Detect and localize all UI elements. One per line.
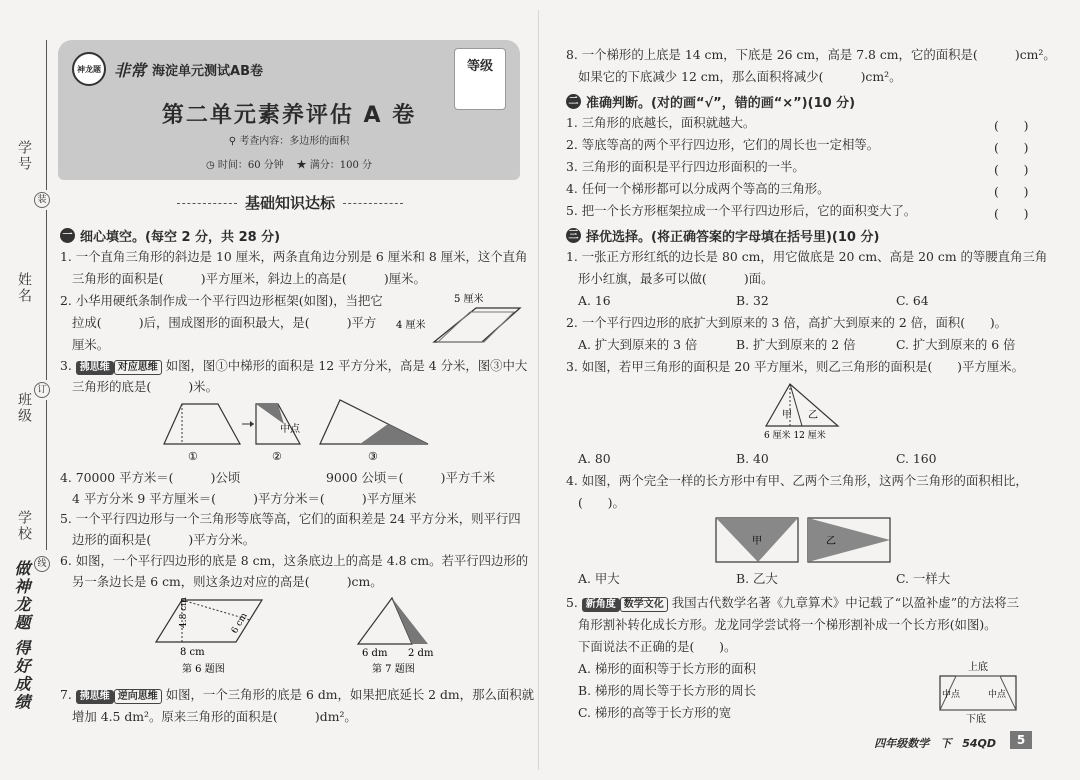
q5-line2: 边形的面积是( )平方分米。 [72,532,256,547]
grade-label: 等级 [466,59,493,74]
class-line [46,400,47,550]
c5-fig-mid1: 中点 [942,690,961,700]
q3-figure [160,396,450,466]
exam-scope: ⚲ 考查内容：多边形的面积 [228,136,350,147]
c3-fig-label: 6 厘米 12 厘米 [764,431,826,441]
brand-name: 非常 [114,60,147,80]
q2-line3: 厘米。 [72,337,110,352]
c5-line2: 角形割补转化成长方形。龙龙同学尝试将一个梯形割补成一个长方形(如图)。 [578,617,997,632]
brand-subtitle: 海淀单元测试AB卷 [152,63,263,79]
c1-line2: 形小红旗，最多可以做( )面。 [578,271,774,286]
part2-title: 准确判断。(对的画“√”，错的画“×”)(10 分) [586,96,856,111]
c5-line3: 下面说法不正确的是( )。 [578,639,737,654]
c4-fig-yi: 乙 [826,536,836,547]
c5-tag-new: 新角度 [582,598,620,612]
binding-sidebar [0,0,52,780]
judge-answer-4[interactable]: ( ) [994,184,1029,199]
q7-line1: 7. 拂思维 逆向思维 如图，一个三角形的底是 6 dm，如果把底延长 2 dm，那么面积就 [60,687,535,702]
search-icon: ⚲ [228,136,240,147]
c2-option-b: B. 扩大到原来的 2 倍 [736,337,856,352]
c2-option-c: C. 扩大到原来的 6 倍 [896,337,1016,352]
part2-heading [566,92,855,111]
q1-line2: 三角形的面积是( )平方厘米，斜边上的高是( )厘米。 [72,271,426,286]
q6-line2: 另一条边长是 6 cm，则这条边对应的高是( )cm。 [72,574,383,589]
name-line [46,210,47,380]
q2-line2: 拉成( )后，围成图形的面积最大，是( )平方 [72,315,377,330]
q3-fig1: ① [188,450,198,463]
part3-title: 择优选择。(将正确答案的字母填在括号里)(10 分) [586,230,880,245]
judge-item-1: 1. 三角形的底越长，面积就越大。 [566,115,756,130]
c4-line1: 4. 如图，两个完全一样的长方形中有甲、乙两个三角形，这两个三角形的面积相比， [566,473,1028,488]
part1-number: 一 [60,228,75,243]
c3-fig-jia: 甲 [782,410,792,421]
star-icon: ★ [296,160,310,171]
q4-line1a: 4. 70000 平方米＝( )公顷 [60,470,241,485]
c3-option-b: B. 40 [736,451,769,466]
judge-answer-1[interactable]: ( ) [994,118,1029,133]
page-number: 5 [1010,731,1032,749]
q7-caption: 第 7 题图 [372,664,415,675]
c3-option-c: C. 160 [896,451,937,466]
c3-figure [760,380,850,446]
clock-icon: ◷ [206,160,218,171]
c3-line1: 3. 如图，若甲三角形的面积是 20 平方厘米，则乙三角形的面积是( )平方厘米。 [566,359,1024,374]
q6-line1: 6. 如图，一个平行四边形的底是 8 cm，这条底边上的高是 4.8 cm。若平行四边形的 [60,553,529,568]
q7-line2: 增加 4.5 dm²。原来三角形的面积是( )dm²。 [72,709,357,724]
c4-option-b: B. 乙大 [736,571,778,586]
c1-option-a: A. 16 [578,293,611,308]
c2-option-a: A. 扩大到原来的 3 倍 [578,337,698,352]
c5-line1: 5. 新角度 数学文化 我国古代数学名著《九章算术》中记载了“以盈补虚”的方法将三 [566,595,1019,610]
c2-line1: 2. 一个平行四边形的底扩大到原来的 3 倍，高扩大到原来的 2 倍，面积( )。 [566,315,1008,330]
q3-tag-think: 拂思维 [76,361,114,375]
brand-logo: 神龙题 [72,52,106,86]
c1-line1: 1. 一张正方形红纸的边长是 80 cm，用它做底是 20 cm、高是 20 cm 的等腰直角三角 [566,249,1048,264]
c3-option-a: A. 80 [578,451,611,466]
exam-score: 满分：100 分 [309,160,372,171]
q3-midpoint: 中点 [280,424,300,435]
q6-label-base: 8 cm [180,647,205,658]
bind-mark: 订 [34,382,50,398]
section-banner: 基础知识达标 [140,192,440,213]
brand [72,52,263,86]
q6-label-side: 6 cm [229,611,250,636]
judge-answer-2[interactable]: ( ) [994,140,1029,155]
c5-fig-mid2: 中点 [988,690,1007,700]
c4-line2: ( )。 [578,495,625,510]
c5-figure [934,660,1024,724]
q7-fig-b: 2 dm [408,648,434,659]
part3-heading [566,226,879,245]
c5-option-a: A. 梯形的面积等于长方形的面积 [578,661,756,676]
q8-line2: 如果它的下底减少 12 cm，那么面积将减少( )cm²。 [578,69,902,84]
q3-tag-type: 对应思维 [114,360,162,375]
c5-tag-type: 数学文化 [620,597,668,612]
part1-heading [60,226,280,245]
judge-item-2: 2. 等底等高的两个平行四边形，它们的周长也一定相等。 [566,137,880,152]
q7-tag-type: 逆向思维 [114,689,162,704]
c1-option-b: B. 32 [736,293,769,308]
c4-fig-jia: 甲 [752,536,762,547]
q6-figure [150,592,270,678]
exam-time: 时间：60 分钟 [217,160,284,171]
slogan: 做神龙题 得好成绩 [12,560,31,712]
c3-fig-yi: 乙 [808,410,818,421]
c1-option-c: C. 64 [896,293,929,308]
q7-figure [350,592,450,678]
c5-option-c: C. 梯形的高等于长方形的宽 [578,705,732,720]
q2-figure [396,290,526,346]
name-label: 姓名 [16,272,32,304]
student-id-label: 学号 [16,140,32,172]
q7-tag-think: 拂思维 [76,690,114,704]
c4-option-c: C. 一样大 [896,571,951,586]
q4-line1b: 9000 公顷＝( )平方千米 [326,470,496,485]
q3-line2: 三角形的底是( )米。 [72,379,218,394]
q4-line2: 4 平方分米 9 平方厘米＝( )平方分米＝( )平方厘米 [72,491,417,506]
q3-fig3: ③ [368,450,378,463]
judge-item-3: 3. 三角形的面积是平行四边形面积的一半。 [566,159,805,174]
q8-line1: 8. 一个梯形的上底是 14 cm，下底是 26 cm，高是 7.8 cm，它的面积是( )cm²。 [566,47,1056,62]
c5-option-b: B. 梯形的周长等于长方形的周长 [578,683,757,698]
judge-item-5: 5. 把一个长方形框架拉成一个平行四边形后，它的面积变大了。 [566,203,917,218]
q3-fig2: ② [272,450,282,463]
bind-mark: 线 [34,556,50,572]
judge-item-4: 4. 任何一个梯形都可以分成两个等高的三角形。 [566,181,830,196]
part1-title: 细心填空。(每空 2 分，共 28 分) [80,230,281,245]
exam-header [58,40,520,180]
c4-option-a: A. 甲大 [578,571,620,586]
footer-label: 四年级数学 下 54QD [874,737,996,750]
q5-line1: 5. 一个平行四边形与一个三角形等底等高，它们的面积差是 24 平方分米，则平行四 [60,511,521,526]
exam-info [58,156,520,171]
q2-fig-top: 5 厘米 [454,294,484,305]
school-label: 学校 [16,510,32,542]
q6-caption: 第 6 题图 [182,664,225,675]
q7-fig-a: 6 dm [362,648,388,659]
part2-number: 二 [566,94,581,109]
q3-line1: 3. 拂思维 对应思维 如图，图①中梯形的面积是 12 平方分米，高是 4 分米，图③中大 [60,358,528,373]
c5-fig-top: 上底 [968,662,988,673]
page-spine [538,10,539,770]
c4-figure [714,516,894,566]
page-title: 第二单元素养评估 A 卷 [161,103,417,128]
q2-fig-side: 4 厘米 [396,320,426,331]
c5-fig-bottom: 下底 [966,714,986,724]
q1-line1: 1. 一个直角三角形的斜边是 10 厘米，两条直角边分别是 6 厘米和 8 厘米，这个直角 [60,249,528,264]
class-label: 班级 [16,392,32,424]
q6-label-height: 4.8 cm [179,597,189,628]
part3-number: 三 [566,228,581,243]
bind-mark: 装 [34,192,50,208]
judge-answer-3[interactable]: ( ) [994,162,1029,177]
student-id-line [46,40,47,190]
q2-line1: 2. 小华用硬纸条制作成一个平行四边形框架(如图)，当把它 [60,293,383,308]
judge-answer-5[interactable]: ( ) [994,206,1029,221]
